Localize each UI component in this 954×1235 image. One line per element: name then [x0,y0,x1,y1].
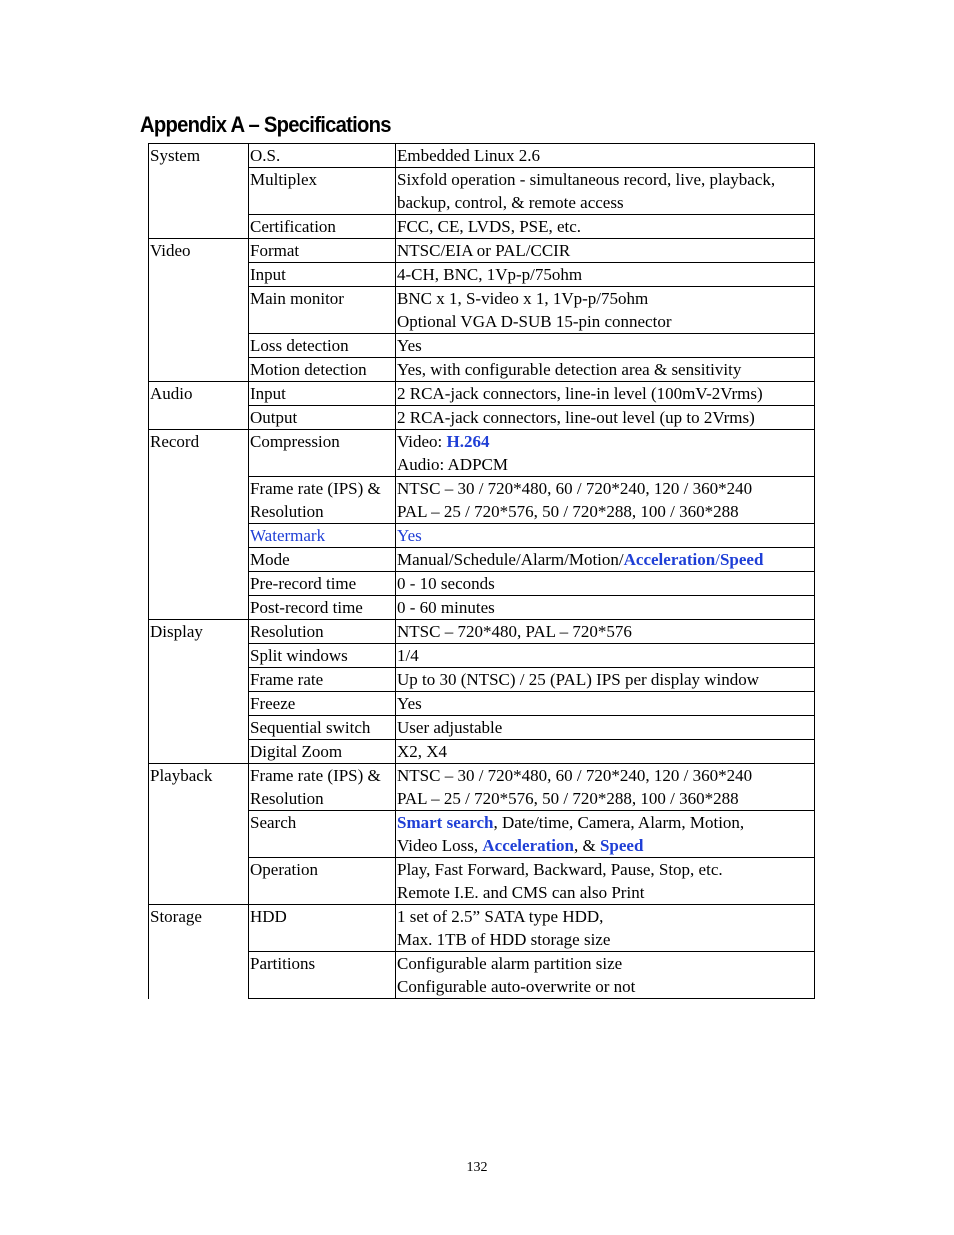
table-row [149,477,815,524]
value-text: , Date/time, Camera, Alarm, Motion, [493,813,745,832]
feature-cell: Post-record time [249,596,396,620]
feature-cell: Input [249,382,396,406]
value-text: NTSC – 30 / 720*480, 60 / 720*240, 120 / 360*240 [397,479,753,498]
value-cell [396,239,815,263]
value-cell [396,811,815,858]
table-row [149,668,815,692]
value-line [397,858,814,881]
feature-cell: Mode [249,548,396,572]
feature-cell: Digital Zoom [249,740,396,764]
value-cell [396,764,815,811]
value-cell [396,358,815,382]
table-row [149,764,815,811]
table-row [149,430,815,477]
value-cell [396,334,815,358]
table-row [149,168,815,215]
value-cell [396,477,815,524]
page-number: 132 [466,1160,488,1175]
feature-cell: Input [249,263,396,287]
value-cell [396,596,815,620]
value-line [397,548,814,571]
value-text: Yes, with configurable detection area & sensitivity [397,360,742,379]
value-text: FCC, CE, LVDS, PSE, etc. [397,217,582,236]
value-text: Audio: ADPCM [397,455,508,474]
value-text: Yes [397,526,422,545]
value-cell [396,168,815,215]
value-cell [396,620,815,644]
value-text: Smart search [397,813,494,832]
value-text: User adjustable [397,718,503,737]
table-row [149,358,815,382]
value-line [397,620,814,643]
table-row [149,644,815,668]
table-row [149,382,815,406]
value-text: NTSC – 30 / 720*480, 60 / 720*240, 120 / 360*240 [397,766,753,785]
value-text: 2 RCA-jack connectors, line-in level (100mV-2Vrms) [397,384,763,403]
specifications-table-body [149,144,815,999]
value-cell [396,858,815,905]
value-text: Manual/Schedule/Alarm/Motion/ [397,550,624,569]
value-text: 0 - 60 minutes [397,598,495,617]
value-line [397,430,814,453]
table-row [149,263,815,287]
value-line [397,191,814,214]
value-cell [396,668,815,692]
value-line [397,263,814,286]
feature-cell: Frame rate (IPS) & Resolution [249,477,396,524]
table-row [149,287,815,334]
feature-cell: Format [249,239,396,263]
value-line [397,144,814,167]
value-text: Max. 1TB of HDD storage size [397,930,611,949]
value-line [397,644,814,667]
value-line [397,239,814,262]
value-cell [396,144,815,168]
value-line [397,572,814,595]
feature-cell: Sequential switch [249,716,396,740]
feature-cell: Search [249,811,396,858]
table-row [149,239,815,263]
value-cell [396,263,815,287]
feature-cell: Frame rate (IPS) & Resolution [249,764,396,811]
table-row [149,548,815,572]
specifications-table [148,143,815,999]
value-line [397,287,814,310]
value-text: Yes [397,336,422,355]
value-text: Video Loss, [397,836,483,855]
table-row [149,811,815,858]
value-line [397,692,814,715]
feature-cell: Split windows [249,644,396,668]
table-row [149,620,815,644]
table-row [149,952,815,999]
table-row [149,692,815,716]
value-line [397,596,814,619]
value-text: Configurable auto-overwrite or not [397,977,636,996]
value-text: backup, control, & remote access [397,193,624,212]
value-cell [396,692,815,716]
category-cell: Display [149,620,249,764]
value-text: H.264 [446,432,490,451]
value-text: Acceleration [623,550,716,569]
value-text: Up to 30 (NTSC) / 25 (PAL) IPS per display window [397,670,760,689]
value-text: Video: [397,432,447,451]
value-line [397,382,814,405]
value-line [397,834,814,857]
category-cell: System [149,144,249,239]
feature-cell: Loss detection [249,334,396,358]
value-cell [396,716,815,740]
value-line [397,477,814,500]
value-text: , & [573,836,600,855]
table-row [149,858,815,905]
value-cell [396,406,815,430]
value-text: Speed [599,836,644,855]
value-text: Yes [397,694,422,713]
value-line [397,453,814,476]
value-text: Optional VGA D-SUB 15-pin connector [397,312,672,331]
category-cell: Video [149,239,249,382]
table-row [149,144,815,168]
feature-cell: Output [249,406,396,430]
value-line [397,668,814,691]
value-text: 2 RCA-jack connectors, line-out level (up to 2Vrms) [397,408,755,427]
value-cell [396,644,815,668]
page-title: Appendix A – Specifications [140,112,391,137]
feature-cell: Operation [249,858,396,905]
value-line [397,524,814,547]
value-line [397,310,814,333]
feature-cell: Pre-record time [249,572,396,596]
feature-cell: Multiplex [249,168,396,215]
feature-cell: Main monitor [249,287,396,334]
value-line [397,168,814,191]
feature-cell: Compression [249,430,396,477]
value-text: Remote I.E. and CMS can also Print [397,883,645,902]
value-text: Acceleration [482,836,574,855]
table-row [149,716,815,740]
value-line [397,358,814,381]
table-row [149,524,815,548]
feature-cell: Certification [249,215,396,239]
feature-cell: Freeze [249,692,396,716]
value-text: PAL – 25 / 720*576, 50 / 720*288, 100 / 360*288 [397,789,739,808]
table-row [149,406,815,430]
value-cell [396,572,815,596]
value-text: 1 set of 2.5” SATA type HDD, [397,907,604,926]
feature-cell: Frame rate [249,668,396,692]
value-text: 1/4 [397,646,419,665]
feature-cell: O.S. [249,144,396,168]
feature-cell: Watermark [249,524,396,548]
value-text: Embedded Linux 2.6 [397,146,541,165]
value-cell [396,905,815,952]
category-cell: Storage [149,905,249,999]
value-line [397,787,814,810]
value-line [397,811,814,834]
value-text: BNC x 1, S-video x 1, 1Vp-p/75ohm [397,289,649,308]
value-text: NTSC/EIA or PAL/CCIR [397,241,571,260]
table-row [149,334,815,358]
value-cell [396,382,815,406]
value-line [397,928,814,951]
value-cell [396,740,815,764]
value-line [397,500,814,523]
table-row [149,572,815,596]
value-text: 0 - 10 seconds [397,574,495,593]
category-cell: Record [149,430,249,620]
feature-cell: Resolution [249,620,396,644]
value-line [397,905,814,928]
value-text: X2, X4 [397,742,448,761]
value-text: Sixfold operation - simultaneous record, live, playback, [397,170,776,189]
table-row [149,740,815,764]
value-cell [396,287,815,334]
feature-cell: Motion detection [249,358,396,382]
value-text: Play, Fast Forward, Backward, Pause, Stop, etc. [397,860,723,879]
value-cell [396,548,815,572]
value-line [397,215,814,238]
value-cell [396,215,815,239]
table-row [149,905,815,952]
category-cell: Playback [149,764,249,905]
value-cell [396,430,815,477]
value-line [397,764,814,787]
value-text: / [715,550,720,569]
feature-cell: HDD [249,905,396,952]
value-text: Configurable alarm partition size [397,954,623,973]
value-line [397,952,814,975]
category-cell: Audio [149,382,249,430]
value-line [397,716,814,739]
value-text: Speed [719,550,764,569]
value-line [397,975,814,998]
feature-cell: Partitions [249,952,396,999]
value-text: 4-CH, BNC, 1Vp-p/75ohm [397,265,583,284]
value-line [397,740,814,763]
value-text: NTSC – 720*480, PAL – 720*576 [397,622,632,641]
value-cell [396,952,815,999]
value-line [397,334,814,357]
value-text: PAL – 25 / 720*576, 50 / 720*288, 100 / 360*288 [397,502,739,521]
table-row [149,215,815,239]
value-line [397,881,814,904]
table-row [149,596,815,620]
value-cell [396,524,815,548]
value-line [397,406,814,429]
